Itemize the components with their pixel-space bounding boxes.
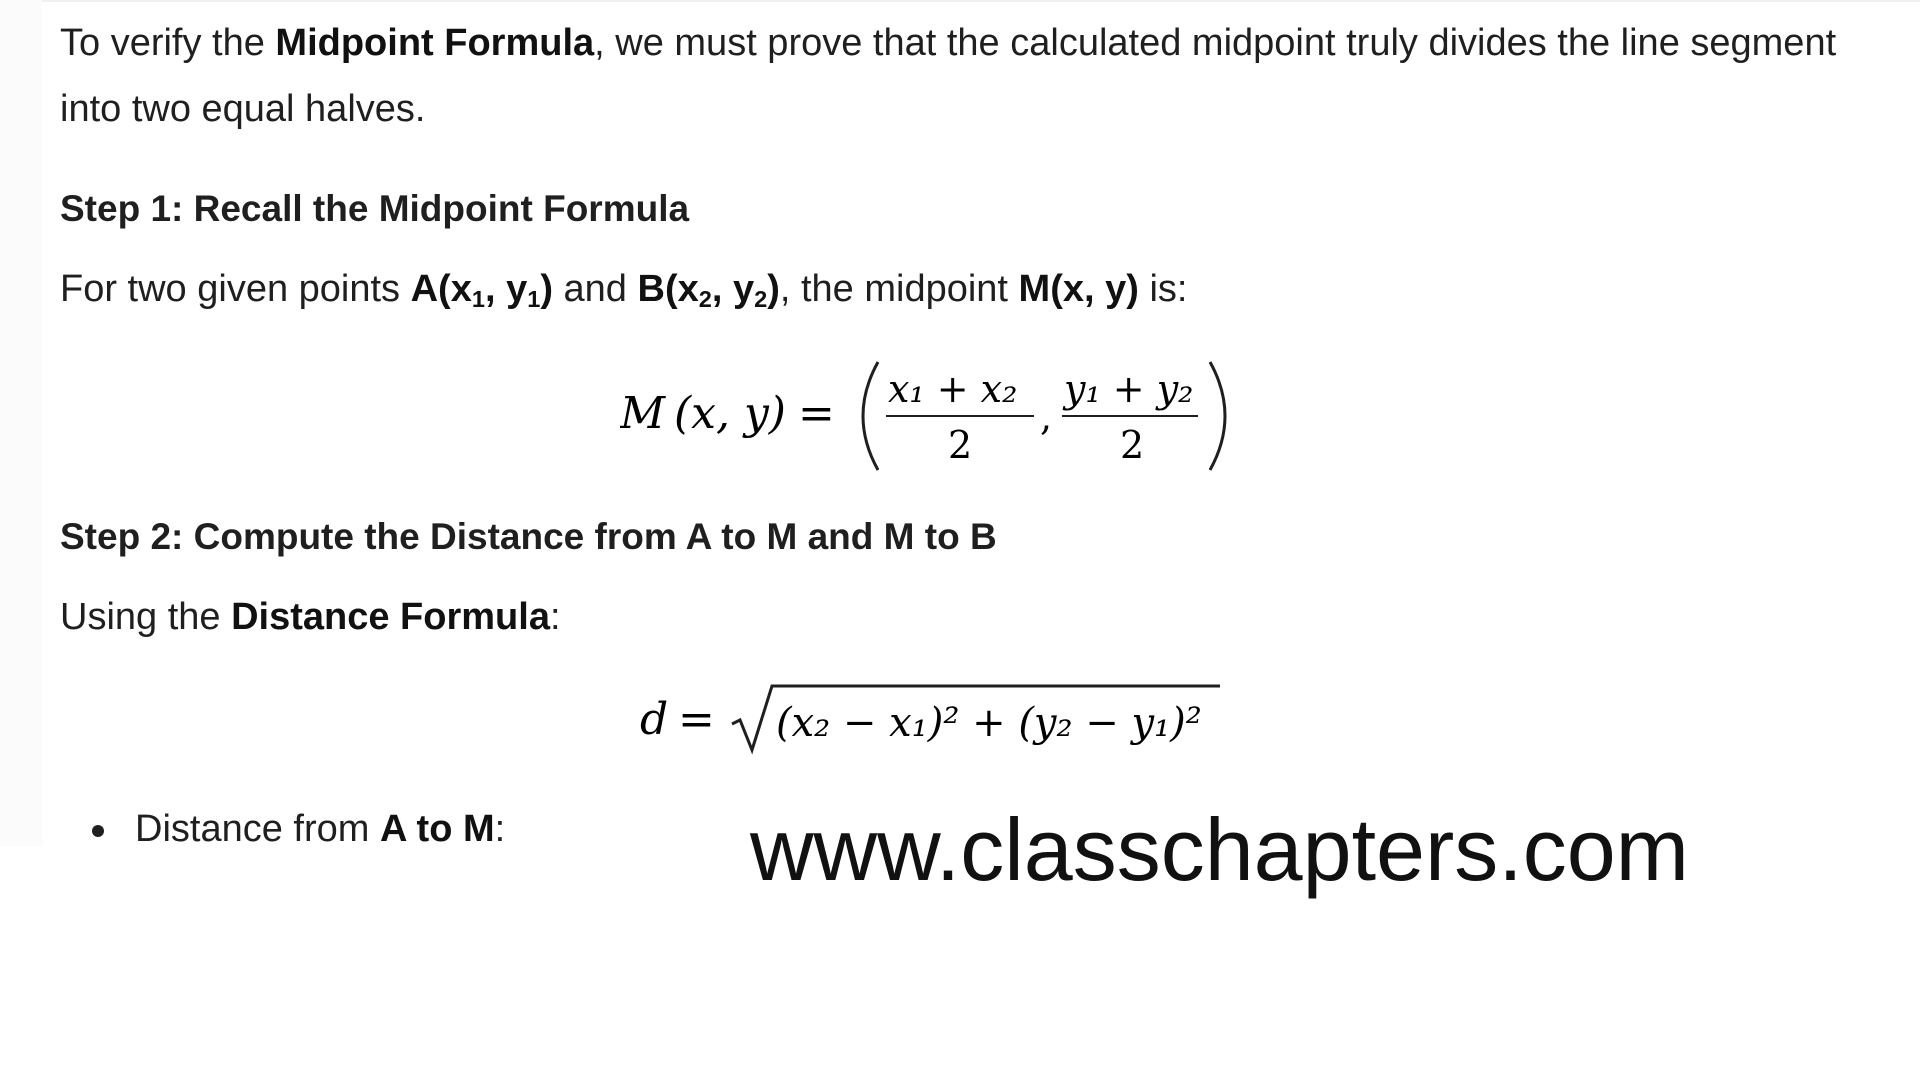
distance-formula <box>640 680 1240 760</box>
point-m: M(x, y) <box>1018 268 1139 310</box>
left-margin <box>0 0 42 846</box>
watermark-url: www.classchapters.com <box>750 800 1689 899</box>
intro-suffix: , we must prove that the calculated midpoint truly divides the line segment <box>594 22 1837 64</box>
intro-bold-term: Midpoint Formula <box>275 22 595 64</box>
formula-m: M <box>620 388 666 439</box>
formula-equals: = <box>798 388 835 439</box>
bullet-item <box>135 796 505 862</box>
point-b: $B(x_2$, $y_2$) <box>637 268 780 312</box>
bullet-dot <box>92 825 104 837</box>
numerator-y: y₁ + y₂ <box>1064 367 1194 411</box>
bullet-suffix: : <box>494 808 506 850</box>
step2-using-text <box>60 584 561 650</box>
given-prefix: For two given points <box>60 268 411 310</box>
midpoint-formula <box>620 350 1240 480</box>
intro-line-1 <box>60 10 1836 76</box>
distance-formula-term: Distance Formula <box>231 596 550 638</box>
and-text: and <box>552 268 638 310</box>
denominator-x: 2 <box>948 423 973 467</box>
right-paren <box>1210 362 1225 470</box>
using-prefix: Using the <box>60 596 232 638</box>
using-suffix: : <box>549 596 561 638</box>
distance-equals: = <box>678 694 715 745</box>
step2-heading: Step 2: Compute the Distance from A to M and M to B <box>60 516 997 557</box>
formula-m-args: (x, y) <box>674 388 786 439</box>
point-a: $A(x_1$, $y_1$) <box>410 268 553 312</box>
distance-lhs: d <box>640 694 669 745</box>
bullet-bold: A to M <box>379 808 495 850</box>
distance-radicand: (x₂ − x₁)² + (y₂ − y₁)² <box>776 700 1202 746</box>
left-paren <box>863 362 878 470</box>
bullet-prefix: Distance from <box>135 808 380 850</box>
numerator-x: x₁ + x₂ <box>888 367 1018 411</box>
formula-comma: , <box>1040 395 1053 439</box>
intro-line-2: into two equal halves. <box>60 88 426 130</box>
denominator-y: 2 <box>1120 423 1145 467</box>
step1-given-points-text <box>60 256 1187 332</box>
intro-prefix: To verify the <box>60 22 276 64</box>
given-suffix: is: <box>1138 268 1188 310</box>
step1-heading: Step 1: Recall the Midpoint Formula <box>60 188 690 229</box>
midpoint-text: , the midpoint <box>779 268 1019 310</box>
